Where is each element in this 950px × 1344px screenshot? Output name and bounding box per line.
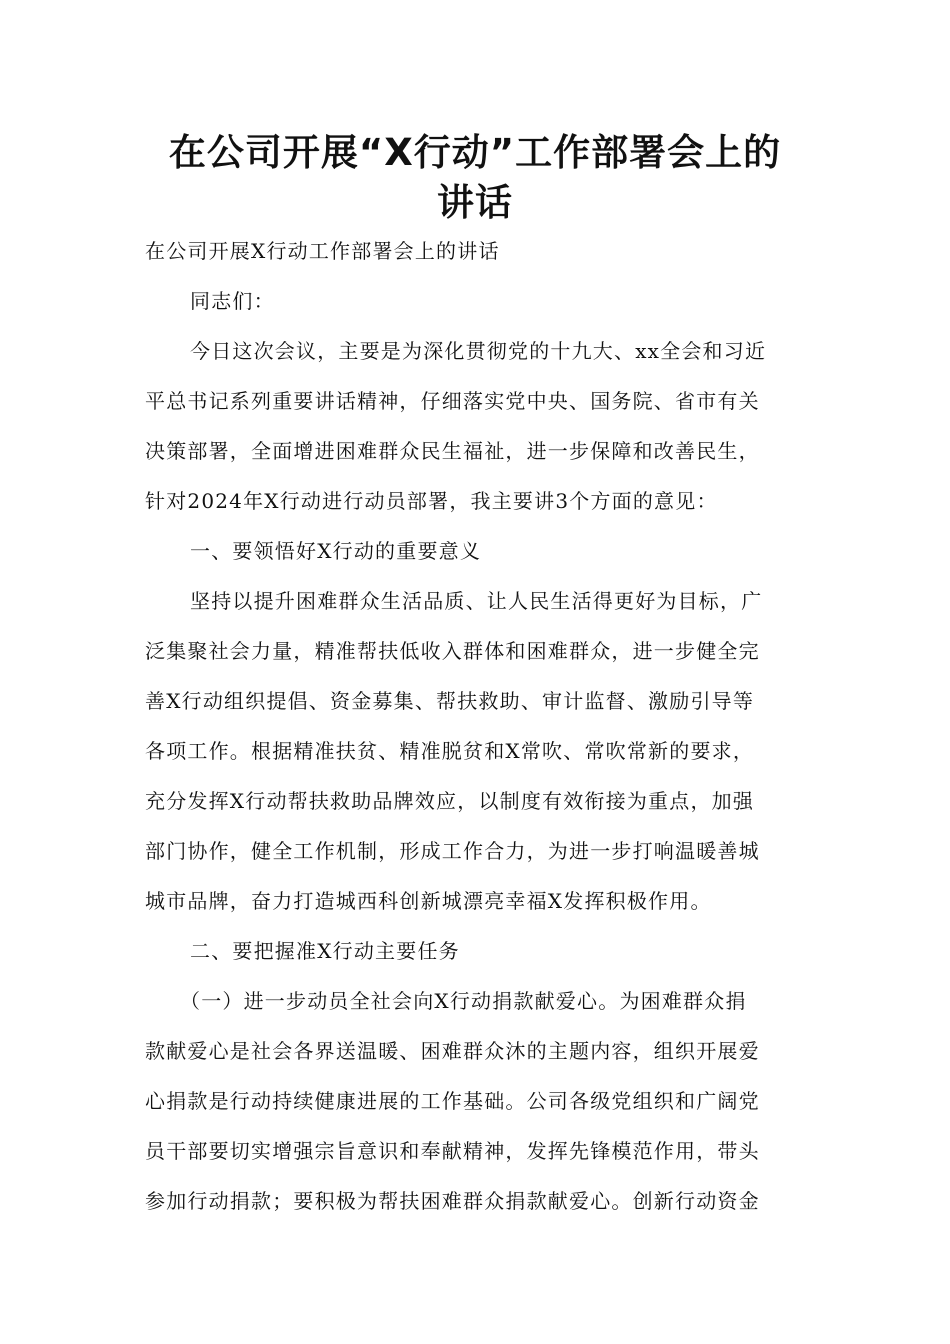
- paragraph-line: 各项工作。根据精准扶贫、精准脱贫和X常吹、常吹常新的要求，: [145, 739, 755, 763]
- document-title-line-2: 讲话: [437, 181, 513, 224]
- paragraph-line: 针对2024年X行动进行动员部署，我主要讲3个方面的意见：: [145, 489, 718, 513]
- paragraph-line: 善X行动组织提倡、资金募集、帮扶救助、审计监督、激励引导等: [145, 689, 755, 713]
- paragraph-line: 部门协作，健全工作机制，形成工作合力，为进一步打响温暖善城: [145, 839, 760, 863]
- section-heading-1: 一、要领悟好X行动的重要意义: [190, 539, 482, 563]
- salutation: 同志们：: [190, 289, 275, 313]
- paragraph-line: 充分发挥X行动帮扶救助品牌效应，以制度有效衔接为重点，加强: [145, 789, 755, 813]
- paragraph-line: 心捐款是行动持续健康进展的工作基础。公司各级党组织和广阔党: [145, 1089, 760, 1113]
- paragraph-line: 城市品牌，奋力打造城西科创新城漂亮幸福X发挥积极作用。: [145, 889, 712, 913]
- paragraph-line: 坚持以提升困难群众生活品质、让人民生活得更好为目标，广: [190, 589, 763, 613]
- paragraph-line: （一）进一步动员全社会向X行动捐款献爱心。为困难群众捐: [180, 989, 747, 1013]
- document-title-line-1: 在公司开展“X行动”工作部署会上的: [168, 131, 782, 174]
- paragraph-line: 款献爱心是社会各界送温暖、困难群众沐的主题内容，组织开展爱: [145, 1039, 760, 1063]
- subtitle-line: 在公司开展X行动工作部署会上的讲话: [145, 239, 500, 263]
- paragraph-line: 平总书记系列重要讲话精神，仔细落实党中央、国务院、省市有关: [145, 389, 760, 413]
- paragraph-line: 员干部要切实增强宗旨意识和奉献精神，发挥先锋模范作用，带头: [145, 1139, 760, 1163]
- paragraph-line: 决策部署，全面增进困难群众民生福祉，进一步保障和改善民生，: [145, 439, 760, 463]
- section-heading-2: 二、要把握准X行动主要任务: [190, 939, 460, 963]
- paragraph-line: 参加行动捐款；要积极为帮扶困难群众捐款献爱心。创新行动资金: [145, 1189, 760, 1213]
- paragraph-line: 今日这次会议，主要是为深化贯彻党的十九大、xx全会和习近: [190, 339, 767, 363]
- paragraph-line: 泛集聚社会力量，精准帮扶低收入群体和困难群众，进一步健全完: [145, 639, 760, 663]
